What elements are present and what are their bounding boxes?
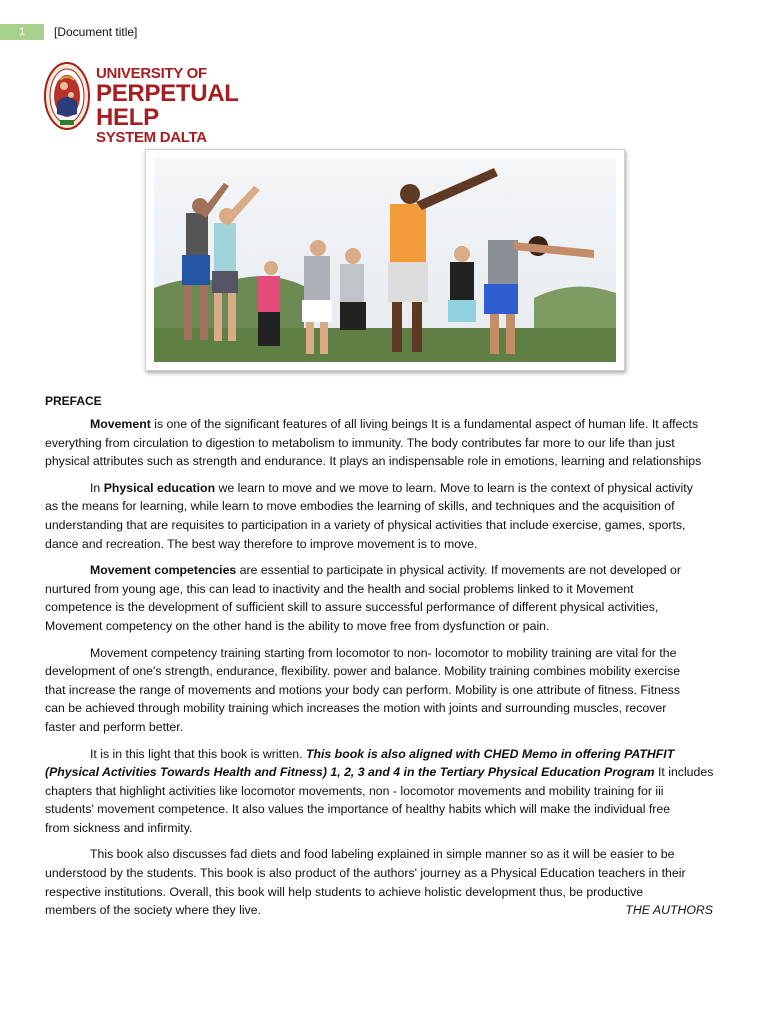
text-line: respective institutions. Overall, this book will help students to achieve holistic development thus, be productive: [45, 884, 644, 899]
photo-frame: [145, 149, 625, 371]
text-line: physical attributes such as strength and endurance. It plays an indispensable role in emotions, learning and relationships: [45, 454, 702, 469]
text-line: dance and recreation. The best way therefore to improve movement is to move.: [45, 536, 478, 551]
preface-paragraph-6: [45, 845, 723, 919]
text-line: competence is the development of sufficient skill to assure successful performance of different physical activities,: [45, 600, 659, 615]
bold-term: Movement: [90, 417, 151, 431]
logo-line-perpetual-help: PERPETUAL HELP: [96, 80, 239, 131]
text-line: faster and perform better.: [45, 719, 184, 734]
preface-paragraph-2: [45, 479, 723, 553]
preface-paragraph-4: [45, 644, 723, 737]
text-line: In: [90, 480, 104, 495]
text-line: understood by the students. This book is also product of the authors' journey as a Physical Education teachers in their: [45, 866, 686, 881]
document-title: [Document title]: [54, 25, 138, 39]
text-line: members of the society where they live.: [45, 903, 261, 918]
preface-heading: PREFACE: [45, 394, 102, 408]
authors-signature: THE AUTHORS: [625, 903, 713, 918]
text-line: nurtured from young age, this can lead to inactivity and the health and social problems linked to it Movement: [45, 581, 634, 596]
bold-italic-text: This book is also aligned with CHED Memo in offering PATHFIT: [305, 746, 675, 761]
text-line: development of one's strength, endurance, flexibility. power and balance. Mobility training combines mobility exercise: [45, 664, 681, 679]
bold-term: Movement competencies: [90, 563, 237, 578]
text-line: from sickness and infirmity.: [45, 820, 193, 835]
logo-line-system-dalta: SYSTEM DALTA: [96, 129, 207, 146]
text-line: as the means for learning, while learn to move embodies the learning of skills, and techniques and the acquisition of: [45, 499, 675, 514]
text-line: It includes: [654, 765, 714, 780]
logo-line-university-of: UNIVERSITY OF: [96, 65, 207, 82]
preface-paragraph-3: [45, 561, 723, 635]
text-line: can be achieved through mobility training which increases the motion with joints and surrounding muscles, recover: [45, 701, 667, 716]
university-logo: [44, 62, 304, 146]
bold-italic-text: (Physical Activities Towards Health and Fitness) 1, 2, 3 and 4 in the Tertiary Physical Education Program: [45, 765, 655, 780]
text-line: everything from circulation to digestion to metabolism to immunity. The body contributes far more to our life than just: [45, 435, 675, 450]
text-line: understanding that are requisites to participation in a variety of physical activities that include exercise, games, sports,: [45, 517, 686, 532]
preface-paragraph-5: [45, 745, 723, 838]
university-seal-icon: [44, 62, 90, 130]
text-line: is one of the significant features of all living beings It is a fundamental aspect of human life. It affects: [150, 417, 699, 431]
page-number: 1: [0, 24, 44, 40]
preface-paragraph-1: [45, 415, 723, 471]
text-line: It is in this light that this book is written.: [90, 746, 306, 761]
text-line: Movement competency training starting from locomotor to non- locomotor to mobility training are vital for the: [90, 645, 677, 660]
page-header: [0, 24, 768, 40]
group-stretching-photo: [154, 158, 616, 362]
text-line: This book also discusses fad diets and food labeling explained in simple manner so as it will be easier to be: [90, 847, 675, 862]
text-line: chapters that highlight activities like locomotor movements, non - locomotor movements and mobility training for iii: [45, 783, 664, 798]
text-line: are essential to participate in physical activity. If movements are not developed or: [236, 563, 681, 578]
preface-section: [45, 393, 723, 928]
text-line: students' movement competence. It also values the importance of healthy habits which will make the individual free: [45, 802, 671, 817]
bold-term: Physical education: [103, 480, 216, 495]
text-line: that increase the range of movements and motions your body can perform. Mobility is one attribute of fitness. Fitness: [45, 682, 680, 697]
text-line: Movement competency on the other hand is the ability to move free from dysfunction or pain.: [45, 618, 550, 633]
text-line: we learn to move and we move to learn. Move to learn is the context of physical activity: [215, 480, 693, 495]
